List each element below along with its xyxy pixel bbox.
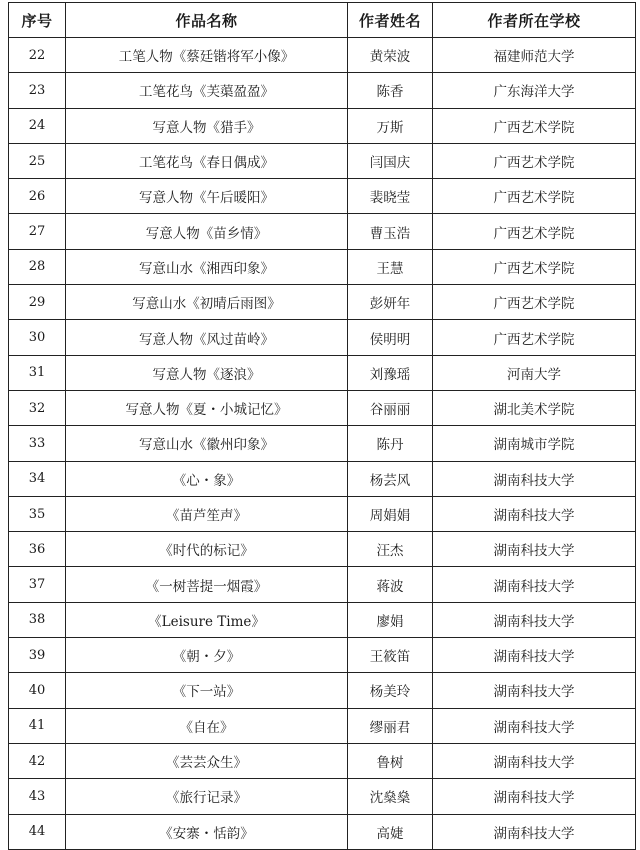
table-row bbox=[9, 638, 636, 673]
header-serial-number: 序号 bbox=[9, 3, 66, 38]
cell-author-school: 湖南科技大学 bbox=[433, 496, 636, 531]
cell-serial-number: 37 bbox=[9, 567, 66, 602]
cell-serial-number: 38 bbox=[9, 602, 66, 637]
cell-serial-number: 35 bbox=[9, 496, 66, 531]
cell-work-title: 写意人物《夏・小城记忆》 bbox=[66, 390, 348, 425]
cell-author-school: 河南大学 bbox=[433, 355, 636, 390]
header-author-school: 作者所在学校 bbox=[433, 3, 636, 38]
cell-author-name: 王筱笛 bbox=[348, 638, 433, 673]
table-row bbox=[9, 602, 636, 637]
cell-serial-number: 34 bbox=[9, 461, 66, 496]
cell-serial-number: 31 bbox=[9, 355, 66, 390]
table-row bbox=[9, 355, 636, 390]
cell-work-title: 《芸芸众生》 bbox=[66, 743, 348, 778]
cell-work-title: 工笔人物《蔡廷锴将军小像》 bbox=[66, 38, 348, 73]
cell-author-school: 湖南科技大学 bbox=[433, 673, 636, 708]
cell-serial-number: 32 bbox=[9, 390, 66, 425]
cell-author-name: 王慧 bbox=[348, 249, 433, 284]
cell-author-school: 湖北美术学院 bbox=[433, 390, 636, 425]
header-author-name: 作者姓名 bbox=[348, 3, 433, 38]
table-row bbox=[9, 673, 636, 708]
cell-serial-number: 36 bbox=[9, 532, 66, 567]
cell-author-name: 杨美玲 bbox=[348, 673, 433, 708]
cell-work-title: 写意人物《午后暖阳》 bbox=[66, 179, 348, 214]
cell-author-school: 广西艺术学院 bbox=[433, 320, 636, 355]
cell-work-title: 《旅行记录》 bbox=[66, 779, 348, 814]
cell-serial-number: 33 bbox=[9, 426, 66, 461]
cell-work-title: 《下一站》 bbox=[66, 673, 348, 708]
cell-work-title: 《苗芦笙声》 bbox=[66, 496, 348, 531]
table-row bbox=[9, 320, 636, 355]
cell-author-school: 广西艺术学院 bbox=[433, 108, 636, 143]
cell-work-title: 工笔花鸟《芙蕖盈盈》 bbox=[66, 73, 348, 108]
table-row bbox=[9, 496, 636, 531]
cell-serial-number: 26 bbox=[9, 179, 66, 214]
cell-work-title: 工笔花鸟《春日偶成》 bbox=[66, 143, 348, 178]
cell-author-name: 鲁树 bbox=[348, 743, 433, 778]
cell-work-title: 写意山水《徽州印象》 bbox=[66, 426, 348, 461]
cell-author-school: 广西艺术学院 bbox=[433, 143, 636, 178]
cell-author-school: 湖南科技大学 bbox=[433, 567, 636, 602]
cell-work-title: 写意人物《逐浪》 bbox=[66, 355, 348, 390]
table-row bbox=[9, 214, 636, 249]
cell-work-title: 写意人物《苗乡情》 bbox=[66, 214, 348, 249]
table-row bbox=[9, 285, 636, 320]
table-row bbox=[9, 38, 636, 73]
cell-author-name: 彭妍年 bbox=[348, 285, 433, 320]
cell-author-school: 湖南科技大学 bbox=[433, 461, 636, 496]
cell-author-name: 闫国庆 bbox=[348, 143, 433, 178]
cell-serial-number: 44 bbox=[9, 814, 66, 849]
cell-author-school: 湖南科技大学 bbox=[433, 602, 636, 637]
cell-author-school: 广西艺术学院 bbox=[433, 214, 636, 249]
cell-author-name: 缪丽君 bbox=[348, 708, 433, 743]
cell-author-school: 湖南城市学院 bbox=[433, 426, 636, 461]
table-row bbox=[9, 249, 636, 284]
cell-author-school: 湖南科技大学 bbox=[433, 638, 636, 673]
table-row bbox=[9, 532, 636, 567]
cell-author-school: 广西艺术学院 bbox=[433, 179, 636, 214]
cell-author-name: 裴晓莹 bbox=[348, 179, 433, 214]
table-row bbox=[9, 73, 636, 108]
table-row bbox=[9, 426, 636, 461]
cell-serial-number: 39 bbox=[9, 638, 66, 673]
award-list-table bbox=[8, 2, 636, 850]
cell-author-school: 福建师范大学 bbox=[433, 38, 636, 73]
cell-author-name: 陈丹 bbox=[348, 426, 433, 461]
cell-author-school: 湖南科技大学 bbox=[433, 708, 636, 743]
cell-serial-number: 22 bbox=[9, 38, 66, 73]
cell-author-school: 广西艺术学院 bbox=[433, 285, 636, 320]
cell-work-title: 写意人物《风过苗岭》 bbox=[66, 320, 348, 355]
cell-work-title: 写意山水《湘西印象》 bbox=[66, 249, 348, 284]
cell-work-title: 《时代的标记》 bbox=[66, 532, 348, 567]
cell-author-name: 黄荣波 bbox=[348, 38, 433, 73]
cell-author-school: 湖南科技大学 bbox=[433, 532, 636, 567]
cell-author-name: 沈燊燊 bbox=[348, 779, 433, 814]
cell-serial-number: 40 bbox=[9, 673, 66, 708]
cell-serial-number: 24 bbox=[9, 108, 66, 143]
cell-work-title: 《心・象》 bbox=[66, 461, 348, 496]
table-body bbox=[9, 38, 636, 850]
cell-author-name: 万斯 bbox=[348, 108, 433, 143]
cell-serial-number: 27 bbox=[9, 214, 66, 249]
cell-author-name: 周娟娟 bbox=[348, 496, 433, 531]
table-row bbox=[9, 461, 636, 496]
cell-serial-number: 42 bbox=[9, 743, 66, 778]
table-row bbox=[9, 143, 636, 178]
cell-author-school: 湖南科技大学 bbox=[433, 743, 636, 778]
cell-work-title: 写意山水《初晴后雨图》 bbox=[66, 285, 348, 320]
cell-serial-number: 43 bbox=[9, 779, 66, 814]
cell-serial-number: 28 bbox=[9, 249, 66, 284]
cell-author-name: 侯明明 bbox=[348, 320, 433, 355]
cell-author-name: 杨芸风 bbox=[348, 461, 433, 496]
cell-author-school: 湖南科技大学 bbox=[433, 779, 636, 814]
cell-author-name: 高婕 bbox=[348, 814, 433, 849]
table-row bbox=[9, 814, 636, 849]
cell-serial-number: 25 bbox=[9, 143, 66, 178]
cell-work-title: 写意人物《猎手》 bbox=[66, 108, 348, 143]
table-row bbox=[9, 743, 636, 778]
cell-author-name: 廖娟 bbox=[348, 602, 433, 637]
cell-author-name: 曹玉浩 bbox=[348, 214, 433, 249]
cell-serial-number: 23 bbox=[9, 73, 66, 108]
table-row bbox=[9, 390, 636, 425]
cell-work-title: 《朝・夕》 bbox=[66, 638, 348, 673]
cell-author-school: 湖南科技大学 bbox=[433, 814, 636, 849]
table-row bbox=[9, 179, 636, 214]
cell-author-name: 谷丽丽 bbox=[348, 390, 433, 425]
cell-author-name: 陈香 bbox=[348, 73, 433, 108]
cell-work-title: 《Leisure Time》 bbox=[66, 602, 348, 637]
table-header-row bbox=[9, 3, 636, 38]
cell-serial-number: 41 bbox=[9, 708, 66, 743]
cell-work-title: 《自在》 bbox=[66, 708, 348, 743]
table-row bbox=[9, 567, 636, 602]
header-work-title: 作品名称 bbox=[66, 3, 348, 38]
cell-serial-number: 30 bbox=[9, 320, 66, 355]
table-row bbox=[9, 708, 636, 743]
cell-author-name: 蒋波 bbox=[348, 567, 433, 602]
cell-work-title: 《一树菩提一烟霞》 bbox=[66, 567, 348, 602]
table-row bbox=[9, 108, 636, 143]
cell-work-title: 《安寨・恬韵》 bbox=[66, 814, 348, 849]
cell-author-school: 广东海洋大学 bbox=[433, 73, 636, 108]
table-row bbox=[9, 779, 636, 814]
cell-author-name: 刘豫瑶 bbox=[348, 355, 433, 390]
cell-author-name: 汪杰 bbox=[348, 532, 433, 567]
cell-author-school: 广西艺术学院 bbox=[433, 249, 636, 284]
cell-serial-number: 29 bbox=[9, 285, 66, 320]
